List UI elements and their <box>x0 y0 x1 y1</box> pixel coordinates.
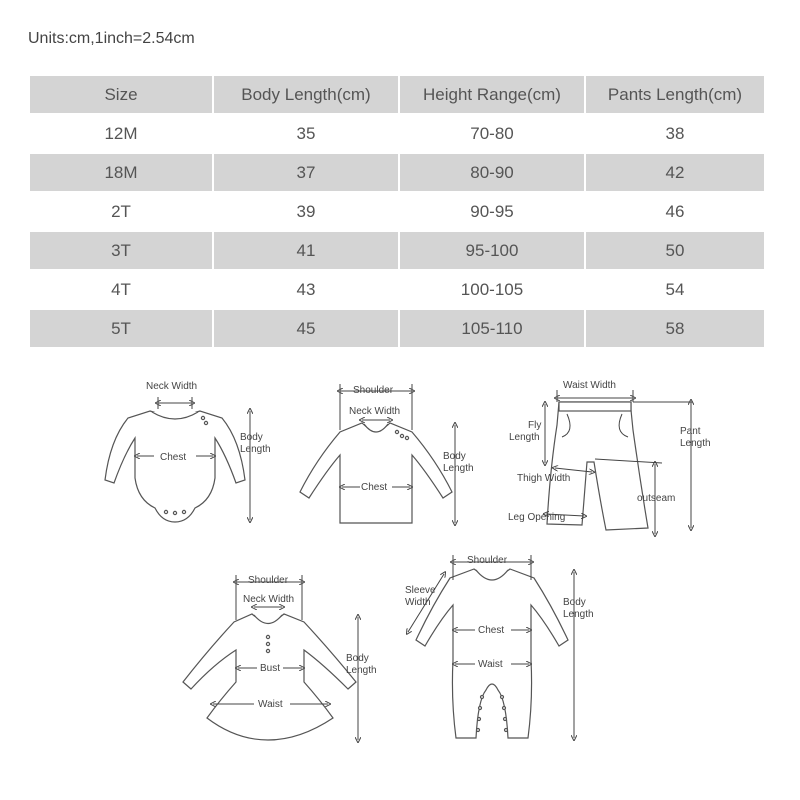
romper-sleeve-width-label: Width <box>405 597 431 608</box>
cell-body-length: 45 <box>213 309 399 348</box>
pants-pant-length-label: Length <box>680 438 711 449</box>
pants-outline <box>547 402 648 530</box>
romper-chest-label: Chest <box>478 625 505 636</box>
dress-waist-label: Waist <box>258 699 283 710</box>
header-pants-length: Pants Length(cm) <box>585 76 765 114</box>
romper-diagram <box>405 555 594 738</box>
cell-size: 3T <box>29 231 213 270</box>
pants-thigh-width-label: Thigh Width <box>517 473 571 484</box>
top-outline <box>300 423 452 523</box>
top-body-label: Body <box>443 451 466 462</box>
bodysuit-chest-label: Chest <box>160 452 187 463</box>
pants-leg-opening-label: Leg Opening <box>508 512 566 523</box>
header-size: Size <box>29 76 213 114</box>
top-shoulder-label: Shoulder <box>353 385 394 396</box>
pants-fly-length-label: Length <box>509 432 540 443</box>
cell-pants-length: 46 <box>585 192 765 231</box>
romper-waist-label: Waist <box>478 659 503 670</box>
cell-height-range: 90-95 <box>399 192 585 231</box>
cell-body-length: 37 <box>213 153 399 192</box>
dress-diagram <box>183 575 377 740</box>
bodysuit-neck-width-label: Neck Width <box>146 381 198 392</box>
top-length-label: Length <box>443 463 474 474</box>
romper-body-label: Body <box>563 597 586 608</box>
top-chest-label: Chest <box>361 482 388 493</box>
romper-outline <box>416 569 568 738</box>
pants-diagram <box>508 380 711 534</box>
cell-pants-length: 38 <box>585 114 765 153</box>
cell-height-range: 105-110 <box>399 309 585 348</box>
cell-height-range: 95-100 <box>399 231 585 270</box>
dress-body-label: Body <box>346 653 369 664</box>
header-body-length: Body Length(cm) <box>213 76 399 114</box>
units-note: Units:cm,1inch=2.54cm <box>28 30 195 47</box>
cell-pants-length: 58 <box>585 309 765 348</box>
cell-pants-length: 50 <box>585 231 765 270</box>
dress-bust-label: Bust <box>260 663 281 674</box>
romper-sleeve-label: Sleeve <box>405 585 436 596</box>
cell-size: 4T <box>29 270 213 309</box>
cell-body-length: 41 <box>213 231 399 270</box>
pants-waist-width-label: Waist Width <box>563 380 616 391</box>
cell-size: 18M <box>29 153 213 192</box>
pants-waistband <box>559 402 631 411</box>
cell-height-range: 100-105 <box>399 270 585 309</box>
pants-pant-label: Pant <box>680 426 701 437</box>
cell-height-range: 70-80 <box>399 114 585 153</box>
bodysuit-body-label: Body <box>240 432 263 443</box>
dress-shoulder-label: Shoulder <box>248 575 289 586</box>
pants-outseam-label: outseam <box>637 493 676 504</box>
bodysuit-outline <box>105 411 245 522</box>
dress-neck-width-label: Neck Width <box>243 594 295 605</box>
romper-shoulder-label: Shoulder <box>467 555 508 566</box>
cell-size: 12M <box>29 114 213 153</box>
romper-length-label: Length <box>563 609 594 620</box>
cell-body-length: 35 <box>213 114 399 153</box>
pants-fly-label: Fly <box>528 420 542 431</box>
cell-size: 5T <box>29 309 213 348</box>
dress-length-label: Length <box>346 665 377 676</box>
cell-size: 2T <box>29 192 213 231</box>
top-diagram <box>300 384 474 523</box>
bodysuit-diagram <box>105 381 271 522</box>
top-neck-width-label: Neck Width <box>349 406 401 417</box>
bodysuit-length-label: Length <box>240 444 271 455</box>
cell-body-length: 43 <box>213 270 399 309</box>
cell-body-length: 39 <box>213 192 399 231</box>
cell-pants-length: 42 <box>585 153 765 192</box>
header-height-range: Height Range(cm) <box>399 76 585 114</box>
cell-pants-length: 54 <box>585 270 765 309</box>
cell-height-range: 80-90 <box>399 153 585 192</box>
dress-outline <box>183 614 356 740</box>
